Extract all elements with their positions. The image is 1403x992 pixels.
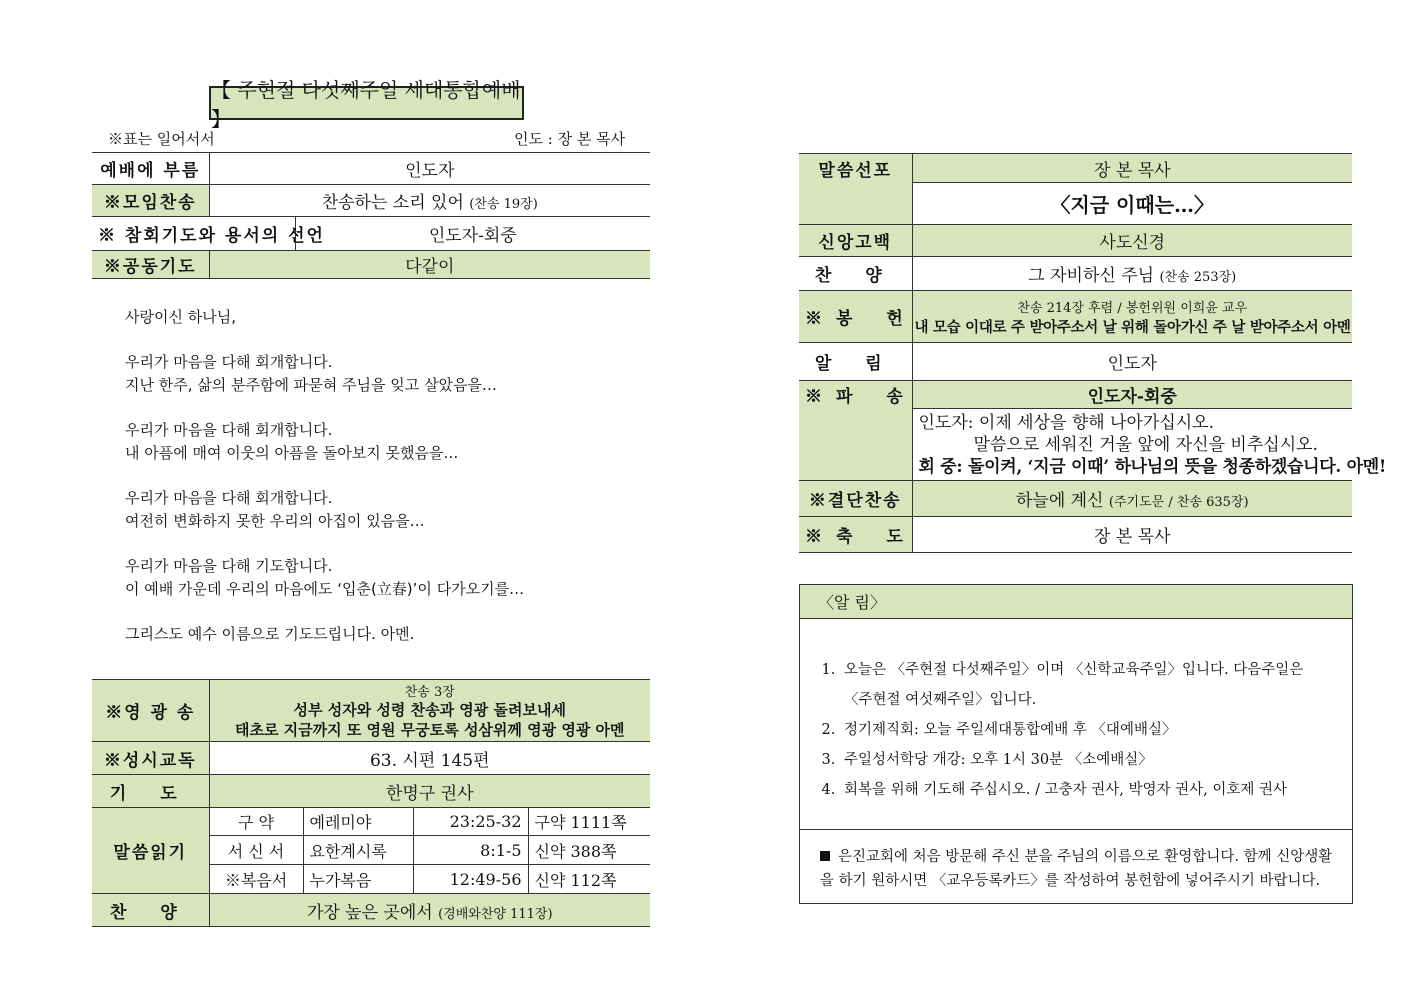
row-value (912, 481, 1352, 517)
row-label: ※성시교독 (92, 742, 209, 775)
reading-ref: 8:1-5 (413, 836, 528, 865)
notices-list (840, 655, 1334, 805)
row-call-to-worship (92, 153, 650, 185)
divider (800, 829, 1352, 830)
row-value: 인도자-회중 (912, 381, 1352, 409)
standing-note: ※표는 일어서서 (108, 130, 215, 148)
row-value (209, 185, 650, 217)
row-label: ※모임찬송 (92, 185, 209, 217)
row-dismissal-text (799, 409, 1352, 481)
offering-hymn: 찬송 214장 후렴 / 봉헌위원 이희윤 교우 (1017, 300, 1248, 316)
notice-item: 2. 정기제직회: 오늘 주일세대통합예배 후 〈대예배실〉 (840, 715, 1334, 745)
row-label: 알 림 (799, 343, 912, 381)
reading-kind: 구 약 (209, 808, 303, 836)
welcome-text: 은진교회에 처음 방문해 주신 분을 주님의 이름으로 환영합니다. 함께 신앙생활을 하기 원하시면 〈교우등록카드〉를 작성하여 봉헌함에 넣어주시기 바랍니다. (820, 849, 1333, 889)
hymn-number: (주기도문 / 찬송 635장) (1108, 495, 1249, 510)
row-label: 신앙고백 (799, 225, 912, 257)
gloria-hymn: 찬송 3장 (404, 685, 455, 700)
reading-book: 요한계시록 (303, 836, 413, 865)
row-value: 63. 시편 145편 (209, 742, 650, 775)
reading-ref: 23:25-32 (413, 808, 528, 836)
offering-lyrics: 내 모습 이대로 주 받아주소서 날 위해 돌아가신 주 날 받아주소서 아멘 (914, 318, 1351, 336)
prayer-paragraph: 우리가 마음을 다해 기도합니다. 이 예배 가운데 우리의 마음에도 ‘입춘(立春)’이 다가오기를… (125, 557, 525, 598)
reading-row (92, 808, 650, 836)
row-creed (799, 225, 1352, 257)
row-gloria (92, 680, 650, 742)
row-label: ※영 광 송 (92, 680, 209, 742)
prayer-paragraph: 우리가 마음을 다해 회개합니다. 내 아픔에 매여 이웃의 아픔을 돌아보지 못했음을… (125, 421, 459, 462)
sermon-title: 〈지금 이때는…〉 (912, 183, 1352, 225)
row-label: ※공동기도 (92, 251, 209, 279)
row-dismissal (799, 381, 1352, 409)
reading-kind: ※복음서 (209, 865, 303, 894)
row-value: 한명구 권사 (209, 775, 650, 808)
row-label: 예배에 부름 (92, 153, 209, 185)
row-offering (799, 291, 1352, 343)
row-value: 장 본 목사 (912, 154, 1352, 183)
notice-item: 4. 회복을 위해 기도해 주십시오. / 고충자 권사, 박영자 권사, 이호제 권사 (840, 775, 1334, 805)
row-label: 말씀선포 (799, 154, 912, 183)
hymn-title: 찬송하는 소리 있어 (321, 193, 464, 213)
row-sermon (799, 154, 1352, 183)
reading-kind: 서 신 서 (209, 836, 303, 865)
row-value: 인도자-회중 (295, 217, 650, 251)
dismissal-line: 말씀으로 세워진 거울 앞에 자신을 비추십시오. (973, 434, 1318, 455)
row-value: 인도자 (912, 343, 1352, 381)
order-right-table (799, 153, 1386, 553)
gloria-line: 성부 성자와 성령 찬송과 영광 돌려보내세 (293, 701, 566, 719)
row-value (209, 894, 650, 927)
row-anthem (92, 894, 650, 927)
prayer-paragraph: 우리가 마음을 다해 회개합니다. 지난 한주, 삶의 분주함에 파묻혀 주님을 잊고 살았음을… (125, 353, 497, 394)
gloria-line: 태초로 지금까지 또 영원 무궁토록 성삼위께 영광 영광 아멘 (234, 721, 625, 739)
order-bottom-table (92, 679, 650, 927)
reading-page: 신약 112쪽 (528, 865, 650, 894)
row-value: 장 본 목사 (912, 517, 1352, 553)
hymn-number: (찬송 19장) (469, 197, 538, 212)
reading-book: 예레미야 (303, 808, 413, 836)
notice-item: 3. 주일성서학당 개강: 오후 1시 30분 〈소예배실〉 (840, 745, 1334, 775)
row-prayer (92, 775, 650, 808)
row-psalter (92, 742, 650, 775)
row-value (912, 291, 1352, 343)
prayer-paragraph: 그리스도 예수 이름으로 기도드립니다. 아멘. (125, 625, 415, 643)
anthem-title: 그 자비하신 주님 (1028, 266, 1155, 286)
row-common-prayer (92, 251, 650, 279)
row-label: 찬 양 (799, 257, 912, 291)
anthem-title: 가장 높은 곳에서 (306, 902, 433, 923)
row-value: 사도신경 (912, 225, 1352, 257)
notices-heading: 〈알 림〉 (800, 585, 1352, 619)
page-title: 【 주현절 다섯째주일 세대통합예배 】 (209, 86, 524, 120)
row-label: 기 도 (92, 775, 209, 808)
dismissal-line: 회 중: 돌이켜, ‘지금 이때’ 하나님의 뜻을 청종하겠습니다. 아멘! (918, 456, 1386, 477)
row-value: 다같이 (209, 251, 650, 279)
reading-ref: 12:49-56 (413, 865, 528, 894)
reading-page: 신약 388쪽 (528, 836, 650, 865)
anthem-number: (찬송 253장) (1159, 270, 1237, 285)
leader-note: 인도 : 장 본 목사 (514, 130, 626, 148)
order-top-table (92, 152, 650, 279)
row-sermon-title (799, 183, 1352, 225)
row-label: ※ 참회기도와 용서의 선언 (92, 217, 295, 251)
row-label: ※파 송 (799, 381, 912, 409)
prayer-paragraph: 우리가 마음을 다해 회개합니다. 여전히 변화하지 못한 우리의 아집이 있음을… (125, 489, 425, 530)
hymn-title: 하늘에 계신 (1015, 491, 1104, 511)
square-bullet-icon (820, 851, 830, 861)
reading-page: 구약 1111쪽 (528, 808, 650, 836)
welcome-message (820, 845, 1336, 893)
notices-box (799, 584, 1353, 904)
row-label: ※봉 헌 (799, 291, 912, 343)
row-label: ※축 도 (799, 517, 912, 553)
row-label: 찬 양 (92, 894, 209, 927)
row-value (209, 680, 650, 742)
row-announcements (799, 343, 1352, 381)
dismissal-text (912, 409, 1386, 481)
notice-item: 1. 오늘은 〈주현절 다섯째주일〉이며 〈신학교육주일〉입니다. 다음주일은 〈주현절 여섯째주일〉입니다. (840, 655, 1334, 715)
dismissal-line: 인도자: 이제 세상을 향해 나아가십시오. (918, 412, 1214, 433)
row-benediction (799, 517, 1352, 553)
row-label: 말씀읽기 (92, 808, 209, 894)
row-opening-hymn (92, 185, 650, 217)
row-anthem (799, 257, 1352, 291)
row-confession (92, 217, 650, 251)
row-closing-hymn (799, 481, 1352, 517)
prayer-text (125, 306, 645, 668)
prayer-paragraph: 사랑이신 하나님, (125, 308, 236, 326)
reading-book: 누가복음 (303, 865, 413, 894)
row-value: 인도자 (209, 153, 650, 185)
anthem-number: (경배와찬양 111장) (438, 906, 553, 922)
row-value (912, 257, 1352, 291)
row-label: ※결단찬송 (799, 481, 912, 517)
